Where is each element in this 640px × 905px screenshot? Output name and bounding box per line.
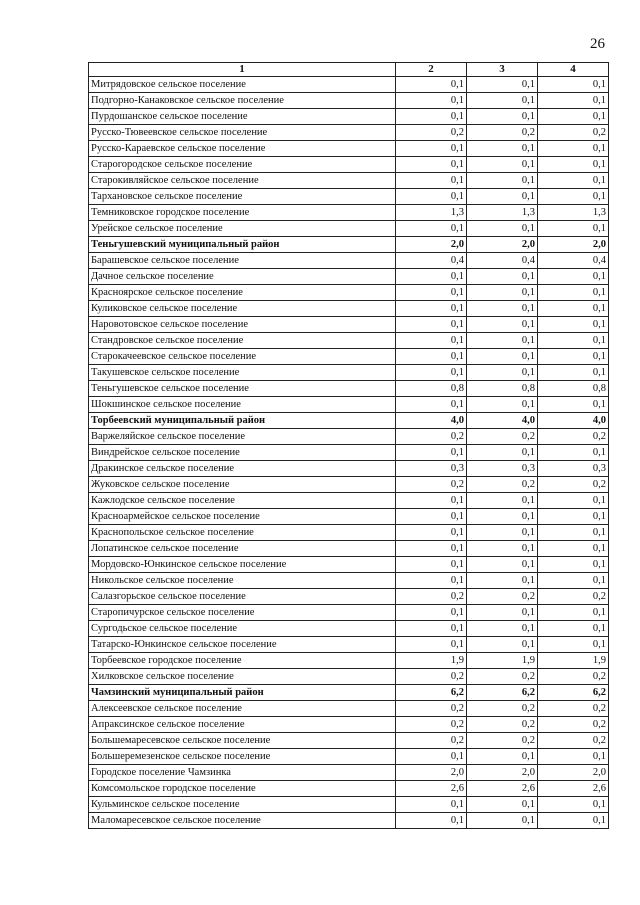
table-row (89, 493, 609, 509)
row-value-col-2: 0,1 (396, 541, 467, 557)
header-col-1: 1 (89, 63, 396, 77)
row-value-col-3: 0,1 (467, 365, 538, 381)
table-row (89, 349, 609, 365)
table-row (89, 221, 609, 237)
row-value-col-2: 0,2 (396, 701, 467, 717)
row-value-col-4: 0,1 (538, 189, 609, 205)
header-row (89, 63, 609, 77)
row-name-cell: Торбеевское городское поселение (89, 653, 396, 669)
row-name-cell: Урейское сельское поселение (89, 221, 396, 237)
table-row (89, 141, 609, 157)
row-value-col-3: 0,1 (467, 445, 538, 461)
table-row (89, 173, 609, 189)
row-name-cell: Сургодьское сельское поселение (89, 621, 396, 637)
row-value-col-2: 0,1 (396, 573, 467, 589)
row-value-col-2: 0,8 (396, 381, 467, 397)
row-value-col-3: 0,1 (467, 813, 538, 829)
row-value-col-3: 1,9 (467, 653, 538, 669)
row-value-col-3: 0,1 (467, 541, 538, 557)
table-row (89, 733, 609, 749)
table-row (89, 669, 609, 685)
row-value-col-2: 0,1 (396, 621, 467, 637)
row-value-col-4: 0,1 (538, 605, 609, 621)
row-name-cell: Апраксинское сельское поселение (89, 717, 396, 733)
row-value-col-3: 6,2 (467, 685, 538, 701)
row-value-col-3: 0,1 (467, 573, 538, 589)
row-value-col-2: 0,1 (396, 317, 467, 333)
row-name-cell: Темниковское городское поселение (89, 205, 396, 221)
table-row (89, 301, 609, 317)
row-value-col-3: 2,6 (467, 781, 538, 797)
table-row (89, 797, 609, 813)
row-value-col-4: 0,2 (538, 429, 609, 445)
row-value-col-4: 0,2 (538, 125, 609, 141)
row-value-col-2: 1,9 (396, 653, 467, 669)
row-value-col-3: 0,1 (467, 141, 538, 157)
table-row (89, 589, 609, 605)
row-value-col-3: 4,0 (467, 413, 538, 429)
row-value-col-2: 0,2 (396, 429, 467, 445)
row-value-col-3: 0,1 (467, 93, 538, 109)
row-value-col-2: 4,0 (396, 413, 467, 429)
row-name-cell: Хилковское сельское поселение (89, 669, 396, 685)
row-value-col-4: 0,8 (538, 381, 609, 397)
row-value-col-2: 0,2 (396, 717, 467, 733)
table-row (89, 573, 609, 589)
row-value-col-2: 0,1 (396, 509, 467, 525)
row-value-col-3: 0,2 (467, 125, 538, 141)
table-row (89, 157, 609, 173)
table-row (89, 685, 609, 701)
row-name-cell: Торбеевский муниципальный район (89, 413, 396, 429)
row-name-cell: Кульминское сельское поселение (89, 797, 396, 813)
row-value-col-3: 0,1 (467, 637, 538, 653)
row-value-col-3: 0,2 (467, 477, 538, 493)
row-value-col-3: 0,1 (467, 397, 538, 413)
row-name-cell: Подгорно-Канаковское сельское поселение (89, 93, 396, 109)
table-row (89, 765, 609, 781)
table-row (89, 605, 609, 621)
row-name-cell: Большеремезенское сельское поселение (89, 749, 396, 765)
row-name-cell: Старогородское сельское поселение (89, 157, 396, 173)
row-value-col-4: 0,4 (538, 253, 609, 269)
row-value-col-4: 0,1 (538, 173, 609, 189)
row-value-col-2: 0,1 (396, 349, 467, 365)
row-value-col-4: 0,1 (538, 525, 609, 541)
row-name-cell: Старокивляйское сельское поселение (89, 173, 396, 189)
row-name-cell: Старокачеевское сельское поселение (89, 349, 396, 365)
row-value-col-4: 0,1 (538, 541, 609, 557)
row-value-col-4: 0,1 (538, 797, 609, 813)
row-value-col-4: 0,1 (538, 93, 609, 109)
row-value-col-4: 0,1 (538, 637, 609, 653)
row-name-cell: Теньгушевский муниципальный район (89, 237, 396, 253)
table-row (89, 285, 609, 301)
row-value-col-2: 0,1 (396, 797, 467, 813)
row-name-cell: Куликовское сельское поселение (89, 301, 396, 317)
row-value-col-4: 0,1 (538, 269, 609, 285)
table-row (89, 621, 609, 637)
row-value-col-4: 0,1 (538, 557, 609, 573)
row-name-cell: Наровотовское сельское поселение (89, 317, 396, 333)
row-value-col-3: 1,3 (467, 205, 538, 221)
row-value-col-3: 0,2 (467, 589, 538, 605)
row-value-col-3: 0,1 (467, 109, 538, 125)
table-row (89, 813, 609, 829)
row-value-col-2: 0,4 (396, 253, 467, 269)
table-row (89, 429, 609, 445)
row-name-cell: Алексеевское сельское поселение (89, 701, 396, 717)
row-value-col-2: 0,1 (396, 93, 467, 109)
row-value-col-2: 0,2 (396, 589, 467, 605)
row-name-cell: Виндрейское сельское поселение (89, 445, 396, 461)
row-value-col-4: 0,1 (538, 365, 609, 381)
row-value-col-2: 0,2 (396, 669, 467, 685)
row-value-col-3: 2,0 (467, 237, 538, 253)
row-name-cell: Теньгушевское сельское поселение (89, 381, 396, 397)
row-value-col-2: 0,1 (396, 493, 467, 509)
row-value-col-3: 0,1 (467, 269, 538, 285)
row-value-col-2: 0,1 (396, 365, 467, 381)
row-value-col-4: 1,9 (538, 653, 609, 669)
row-value-col-3: 0,1 (467, 349, 538, 365)
row-name-cell: Большемаресевское сельское поселение (89, 733, 396, 749)
table-row (89, 397, 609, 413)
row-value-col-3: 0,1 (467, 493, 538, 509)
table-row (89, 189, 609, 205)
row-name-cell: Шокшинское сельское поселение (89, 397, 396, 413)
header-col-4: 4 (538, 63, 609, 77)
data-table (88, 62, 609, 829)
row-value-col-4: 0,1 (538, 221, 609, 237)
row-value-col-4: 0,1 (538, 109, 609, 125)
table-row (89, 77, 609, 93)
row-value-col-2: 0,1 (396, 269, 467, 285)
row-value-col-4: 0,1 (538, 493, 609, 509)
row-value-col-2: 0,1 (396, 813, 467, 829)
row-value-col-2: 0,2 (396, 125, 467, 141)
row-name-cell: Такушевское сельское поселение (89, 365, 396, 381)
row-name-cell: Стандровское сельское поселение (89, 333, 396, 349)
row-value-col-2: 0,1 (396, 445, 467, 461)
row-value-col-3: 0,8 (467, 381, 538, 397)
row-value-col-2: 1,3 (396, 205, 467, 221)
table-row (89, 381, 609, 397)
row-value-col-4: 0,1 (538, 813, 609, 829)
row-value-col-4: 0,1 (538, 749, 609, 765)
row-value-col-2: 0,1 (396, 525, 467, 541)
table-row (89, 205, 609, 221)
row-value-col-3: 0,3 (467, 461, 538, 477)
table-row (89, 717, 609, 733)
row-value-col-2: 0,1 (396, 157, 467, 173)
row-value-col-2: 6,2 (396, 685, 467, 701)
row-value-col-4: 0,1 (538, 333, 609, 349)
table-row (89, 461, 609, 477)
table-row (89, 125, 609, 141)
table-row (89, 701, 609, 717)
row-value-col-3: 0,1 (467, 301, 538, 317)
table-row (89, 317, 609, 333)
row-value-col-2: 2,0 (396, 237, 467, 253)
row-name-cell: Лопатинское сельское поселение (89, 541, 396, 557)
row-value-col-4: 0,2 (538, 701, 609, 717)
row-value-col-4: 0,1 (538, 77, 609, 93)
row-name-cell: Чамзинский муниципальный район (89, 685, 396, 701)
row-value-col-2: 0,1 (396, 285, 467, 301)
table-row (89, 365, 609, 381)
row-value-col-2: 0,1 (396, 77, 467, 93)
row-value-col-4: 0,1 (538, 573, 609, 589)
row-name-cell: Пурдошанское сельское поселение (89, 109, 396, 125)
table-row (89, 253, 609, 269)
row-value-col-4: 0,1 (538, 141, 609, 157)
row-value-col-3: 0,1 (467, 189, 538, 205)
row-value-col-3: 0,1 (467, 797, 538, 813)
table-row (89, 237, 609, 253)
table-row (89, 413, 609, 429)
header-col-2: 2 (396, 63, 467, 77)
table-row (89, 333, 609, 349)
row-value-col-2: 0,1 (396, 301, 467, 317)
row-value-col-2: 2,6 (396, 781, 467, 797)
row-name-cell: Варжеляйское сельское поселение (89, 429, 396, 445)
row-value-col-3: 0,1 (467, 749, 538, 765)
row-value-col-4: 0,1 (538, 621, 609, 637)
row-name-cell: Дракинское сельское поселение (89, 461, 396, 477)
row-value-col-4: 0,1 (538, 397, 609, 413)
row-value-col-3: 0,1 (467, 605, 538, 621)
row-value-col-2: 0,1 (396, 141, 467, 157)
table-row (89, 269, 609, 285)
row-value-col-2: 0,3 (396, 461, 467, 477)
table-row (89, 93, 609, 109)
row-value-col-3: 0,1 (467, 77, 538, 93)
row-value-col-4: 1,3 (538, 205, 609, 221)
row-name-cell: Жуковское сельское поселение (89, 477, 396, 493)
row-value-col-4: 0,1 (538, 509, 609, 525)
row-value-col-4: 6,2 (538, 685, 609, 701)
row-value-col-3: 0,2 (467, 669, 538, 685)
row-name-cell: Красноармейское сельское поселение (89, 509, 396, 525)
row-value-col-4: 0,1 (538, 317, 609, 333)
row-value-col-4: 2,0 (538, 237, 609, 253)
row-value-col-4: 0,2 (538, 717, 609, 733)
row-value-col-4: 4,0 (538, 413, 609, 429)
row-name-cell: Русско-Караевское сельское поселение (89, 141, 396, 157)
table-row (89, 557, 609, 573)
row-value-col-3: 0,1 (467, 509, 538, 525)
row-value-col-2: 0,1 (396, 109, 467, 125)
row-name-cell: Дачное сельское поселение (89, 269, 396, 285)
row-name-cell: Тархановское сельское поселение (89, 189, 396, 205)
row-name-cell: Мордовско-Юнкинское сельское поселение (89, 557, 396, 573)
row-value-col-3: 0,1 (467, 157, 538, 173)
row-value-col-4: 0,2 (538, 477, 609, 493)
table-row (89, 109, 609, 125)
row-name-cell: Никольское сельское поселение (89, 573, 396, 589)
row-value-col-3: 0,1 (467, 621, 538, 637)
row-value-col-4: 0,3 (538, 461, 609, 477)
row-value-col-3: 0,4 (467, 253, 538, 269)
row-value-col-2: 0,2 (396, 477, 467, 493)
row-name-cell: Салазгорьское сельское поселение (89, 589, 396, 605)
row-name-cell: Маломаресевское сельское поселение (89, 813, 396, 829)
row-value-col-2: 0,1 (396, 221, 467, 237)
table-row (89, 445, 609, 461)
row-value-col-4: 0,1 (538, 157, 609, 173)
row-value-col-3: 0,1 (467, 221, 538, 237)
row-value-col-2: 0,1 (396, 397, 467, 413)
row-value-col-4: 0,2 (538, 589, 609, 605)
row-name-cell: Комсомольское городское поселение (89, 781, 396, 797)
row-value-col-4: 0,1 (538, 349, 609, 365)
row-value-col-2: 0,1 (396, 605, 467, 621)
table-row (89, 749, 609, 765)
row-value-col-4: 0,2 (538, 733, 609, 749)
row-value-col-4: 0,1 (538, 301, 609, 317)
row-name-cell: Татарско-Юнкинское сельское поселение (89, 637, 396, 653)
row-value-col-2: 2,0 (396, 765, 467, 781)
row-name-cell: Русско-Тювеевское сельское поселение (89, 125, 396, 141)
row-value-col-4: 0,2 (538, 669, 609, 685)
row-name-cell: Красноярское сельское поселение (89, 285, 396, 301)
row-name-cell: Старопичурское сельское поселение (89, 605, 396, 621)
row-value-col-2: 0,1 (396, 173, 467, 189)
row-value-col-3: 0,2 (467, 717, 538, 733)
row-value-col-2: 0,1 (396, 189, 467, 205)
table-row (89, 509, 609, 525)
row-name-cell: Кажлодское сельское поселение (89, 493, 396, 509)
row-value-col-3: 0,2 (467, 429, 538, 445)
row-value-col-3: 0,1 (467, 525, 538, 541)
row-value-col-3: 0,2 (467, 701, 538, 717)
row-value-col-4: 2,0 (538, 765, 609, 781)
row-value-col-2: 0,1 (396, 333, 467, 349)
table-row (89, 477, 609, 493)
row-value-col-3: 2,0 (467, 765, 538, 781)
header-col-3: 3 (467, 63, 538, 77)
row-value-col-3: 0,1 (467, 317, 538, 333)
row-value-col-2: 0,1 (396, 557, 467, 573)
table-row (89, 541, 609, 557)
row-name-cell: Митрядовское сельское поселение (89, 77, 396, 93)
row-value-col-2: 0,1 (396, 749, 467, 765)
row-value-col-3: 0,1 (467, 173, 538, 189)
row-name-cell: Краснопольское сельское поселение (89, 525, 396, 541)
row-value-col-2: 0,1 (396, 637, 467, 653)
row-name-cell: Городское поселение Чамзинка (89, 765, 396, 781)
row-name-cell: Барашевское сельское поселение (89, 253, 396, 269)
row-value-col-4: 0,1 (538, 445, 609, 461)
row-value-col-3: 0,1 (467, 285, 538, 301)
row-value-col-2: 0,2 (396, 733, 467, 749)
row-value-col-3: 0,1 (467, 333, 538, 349)
table-row (89, 653, 609, 669)
table-row (89, 637, 609, 653)
table-row (89, 525, 609, 541)
row-value-col-4: 0,1 (538, 285, 609, 301)
page-number: 26 (590, 36, 605, 52)
table-row (89, 781, 609, 797)
row-value-col-3: 0,2 (467, 733, 538, 749)
row-value-col-4: 2,6 (538, 781, 609, 797)
row-value-col-3: 0,1 (467, 557, 538, 573)
